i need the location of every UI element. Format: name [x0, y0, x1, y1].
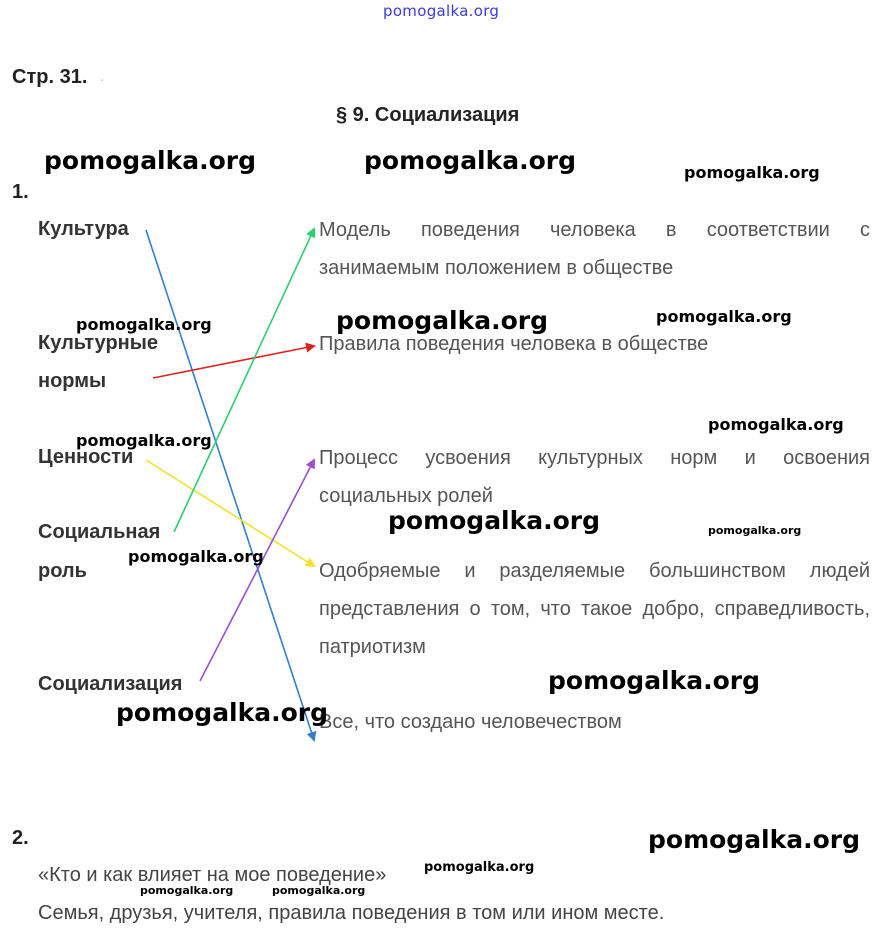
arrow-norms-to-definition — [153, 346, 314, 378]
term-social-role-line1: Социальная — [38, 521, 161, 543]
watermark: pomogalka.org — [424, 860, 535, 875]
section-title: § 9. Социализация — [336, 104, 520, 126]
term-culture: Культура — [38, 218, 129, 240]
page-label: Стр. 31. — [12, 66, 88, 88]
watermark: pomogalka.org — [272, 884, 366, 897]
watermark: pomogalka.org — [708, 524, 802, 537]
term-cultural-norms-line2: нормы — [38, 370, 107, 392]
definition-culture: Все, что создано человечеством — [319, 711, 622, 733]
arrow-socialization-to-definition — [200, 460, 314, 681]
watermark: pomogalka.org — [76, 431, 212, 450]
watermark: pomogalka.org — [364, 146, 577, 175]
task-2-quote: «Кто и как влияет на мое поведение» — [38, 864, 387, 886]
task-2-answer: Семья, друзья, учителя, правила поведения в том или ином месте. — [38, 902, 665, 924]
watermark: pomogalka.org — [548, 666, 761, 695]
definition-social-role: Модель поведения человека в соответствии с занимаемым положением в обществе — [319, 219, 870, 279]
page-label-dot: . — [100, 68, 104, 84]
term-values: Ценности — [38, 446, 134, 468]
watermark: pomogalka.org — [76, 315, 212, 334]
definition-socialization: Процесс усвоения культурных норм и освоения социальных ролей — [319, 447, 870, 507]
watermark: pomogalka.org — [336, 306, 549, 335]
definition-cultural-norms: Правила поведения человека в обществе — [319, 333, 709, 355]
watermark: pomogalka.org — [140, 884, 234, 897]
term-social-role-line2: роль — [38, 560, 87, 582]
site-header-link[interactable]: pomogalka.org — [383, 2, 500, 20]
task-2-number: 2. — [12, 827, 29, 849]
definition-values: Одобряемые и разделяемые большинством людей представления о том, что такое добро, справедливость, патриотизм — [319, 560, 870, 658]
term-cultural-norms-line1: Культурные — [38, 332, 158, 354]
watermark: pomogalka.org — [116, 698, 329, 727]
task-1-number: 1. — [12, 181, 29, 203]
arrow-culture-to-definition — [146, 230, 314, 740]
watermark: pomogalka.org — [388, 506, 601, 535]
watermark: pomogalka.org — [656, 307, 792, 326]
watermark: pomogalka.org — [684, 163, 820, 182]
watermark: pomogalka.org — [648, 825, 861, 854]
term-socialization: Социализация — [38, 673, 183, 695]
watermark: pomogalka.org — [708, 415, 844, 434]
watermark: pomogalka.org — [44, 146, 257, 175]
watermark: pomogalka.org — [128, 547, 264, 566]
